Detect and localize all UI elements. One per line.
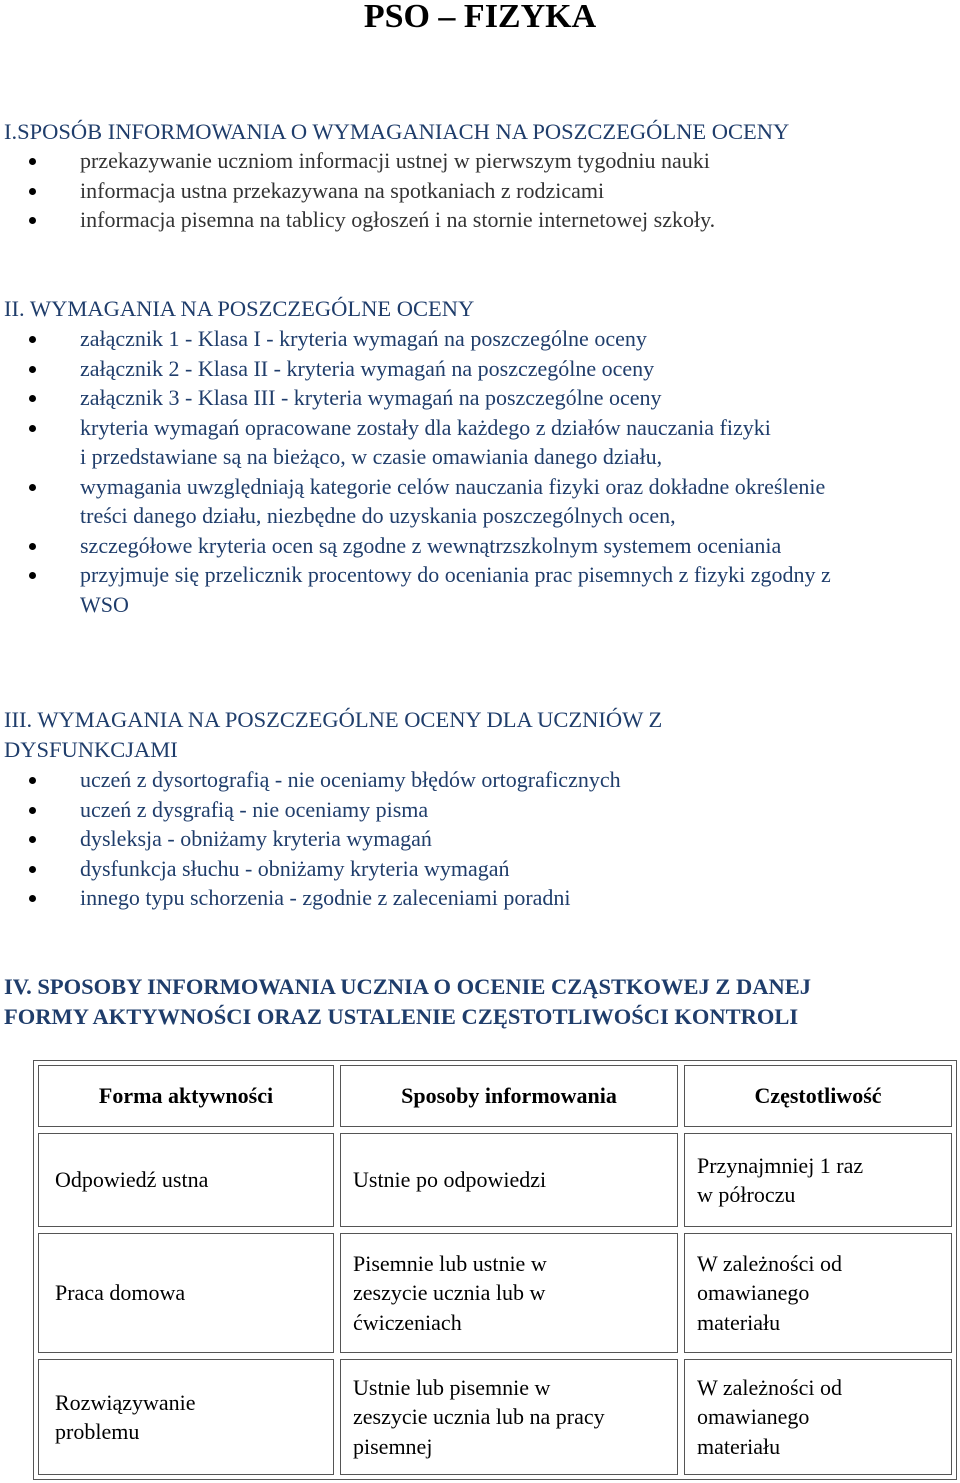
table-cell: Rozwiązywanie problemu	[38, 1359, 334, 1475]
bullet-icon	[29, 158, 36, 165]
table-cell: Ustnie lub pisemnie w zeszycie ucznia lub na pracy pisemnej	[340, 1359, 678, 1475]
list-item-continuation: i przedstawiane są na bieżąco, w czasie omawiania danego działu,	[80, 444, 663, 469]
bullet-icon	[29, 336, 36, 343]
bullet-icon	[29, 395, 36, 402]
bullet-icon	[29, 425, 36, 432]
bullet-icon	[29, 895, 36, 902]
list-item: uczeń z dysortografią - nie oceniamy błędów ortograficznych	[0, 765, 621, 795]
list-item: kryteria wymagań opracowane zostały dla każdego z działów nauczania fizyki	[0, 413, 831, 443]
section-4-heading-line1: IV. SPOSOBY INFORMOWANIA UCZNIA O OCENIE CZĄSTKOWEJ Z DANEJ	[4, 974, 812, 999]
list-item: informacja ustna przekazywana na spotkaniach z rodzicami	[0, 176, 715, 206]
bullet-icon	[29, 866, 36, 873]
list-item: przekazywanie uczniom informacji ustnej w pierwszym tygodniu nauki	[0, 146, 715, 176]
list-item: załącznik 3 - Klasa III - kryteria wymagań na poszczególne oceny	[0, 383, 831, 413]
section-3-heading-line2: DYSFUNKCJAMI	[4, 737, 178, 762]
list-item: załącznik 1 - Klasa I - kryteria wymagań na poszczególne oceny	[0, 324, 831, 354]
bullet-icon	[29, 807, 36, 814]
section-2-heading: II. WYMAGANIA NA POSZCZEGÓLNE OCENY	[4, 296, 475, 321]
section-3-list	[0, 765, 621, 913]
list-item: wymagania uwzględniają kategorie celów nauczania fizyki oraz dokładne określenie	[0, 472, 831, 502]
bullet-icon	[29, 366, 36, 373]
section-1-heading: I.SPOSÓB INFORMOWANIA O WYMAGANIACH NA POSZCZEGÓLNE OCENY	[4, 119, 790, 144]
section-3-heading-line1: III. WYMAGANIA NA POSZCZEGÓLNE OCENY DLA UCZNIÓW Z	[4, 707, 663, 732]
bullet-icon	[29, 543, 36, 550]
table-header-cell: Forma aktywności	[38, 1065, 334, 1127]
list-item: przyjmuje się przelicznik procentowy do oceniania prac pisemnych z fizyki zgodny z	[0, 560, 831, 590]
list-item: załącznik 2 - Klasa II - kryteria wymagań na poszczególne oceny	[0, 354, 831, 384]
table-header-cell: Częstotliwość	[684, 1065, 952, 1127]
bullet-icon	[29, 188, 36, 195]
activity-table	[33, 1060, 957, 1480]
list-item-continuation: treści danego działu, niezbędne do uzyskania poszczególnych ocen,	[80, 503, 676, 528]
table-cell: Odpowiedź ustna	[38, 1133, 334, 1227]
table-cell: Pisemnie lub ustnie w zeszycie ucznia lub w ćwiczeniach	[340, 1233, 678, 1353]
list-item: dysleksja - obniżamy kryteria wymagań	[0, 824, 621, 854]
bullet-icon	[29, 836, 36, 843]
list-item: szczegółowe kryteria ocen są zgodne z wewnątrzszkolnym systemem oceniania	[0, 531, 831, 561]
list-item: dysfunkcja słuchu - obniżamy kryteria wymagań	[0, 854, 621, 884]
table-cell: W zależności od omawianego materiału	[684, 1359, 952, 1475]
section-2-list	[0, 324, 831, 619]
bullet-icon	[29, 572, 36, 579]
bullet-icon	[29, 777, 36, 784]
table-header-cell: Sposoby informowania	[340, 1065, 678, 1127]
table-cell: Praca domowa	[38, 1233, 334, 1353]
table-cell: W zależności od omawianego materiału	[684, 1233, 952, 1353]
section-1-list	[0, 146, 715, 235]
table-cell: Ustnie po odpowiedzi	[340, 1133, 678, 1227]
bullet-icon	[29, 217, 36, 224]
list-item: innego typu schorzenia - zgodnie z zaleceniami poradni	[0, 883, 621, 913]
section-4-heading-line2: FORMY AKTYWNOŚCI ORAZ USTALENIE CZĘSTOTLIWOŚCI KONTROLI	[4, 1004, 799, 1029]
list-item: informacja pisemna na tablicy ogłoszeń i na stornie internetowej szkoły.	[0, 205, 715, 235]
list-item-continuation: WSO	[80, 591, 129, 617]
page-title: PSO – FIZYKA	[363, 0, 597, 35]
table-cell: Przynajmniej 1 raz w półroczu	[684, 1133, 952, 1227]
bullet-icon	[29, 484, 36, 491]
list-item: uczeń z dysgrafią - nie oceniamy pisma	[0, 795, 621, 825]
